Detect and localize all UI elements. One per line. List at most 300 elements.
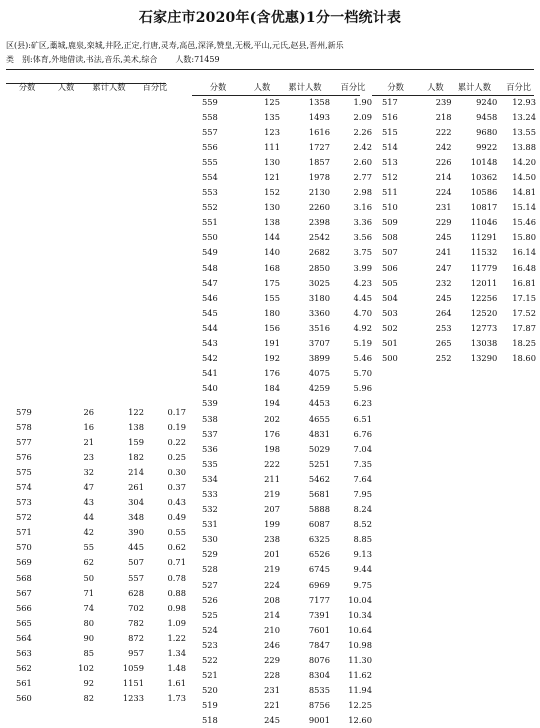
- cumulative-cell: 1857: [308, 156, 330, 167]
- table-row: [192, 381, 376, 396]
- table-row: [192, 215, 376, 230]
- percent-cell: 6.51: [353, 413, 372, 424]
- score-cell: 553: [202, 187, 218, 198]
- score-cell: 574: [16, 482, 32, 493]
- count-cell: 219: [264, 488, 280, 499]
- table-header-row: [372, 80, 540, 94]
- cumulative-cell: 8304: [308, 670, 330, 681]
- cumulative-cell: 7391: [308, 609, 330, 620]
- percent-cell: 2.42: [353, 141, 372, 152]
- percent-cell: 1.22: [167, 632, 186, 643]
- count-cell: 155: [264, 292, 280, 303]
- header-percent: 百分比: [506, 82, 532, 92]
- table-row: [192, 713, 376, 728]
- cumulative-cell: 348: [128, 512, 144, 523]
- table-row: [6, 479, 190, 494]
- col3-rows: [372, 94, 540, 366]
- cumulative-cell: 1978: [308, 172, 330, 183]
- table-row: [6, 585, 190, 600]
- score-cell: 524: [202, 624, 218, 635]
- cumulative-cell: 122: [128, 406, 144, 417]
- percent-cell: 16.81: [512, 277, 536, 288]
- score-cell: 516: [382, 111, 398, 122]
- count-cell: 140: [264, 247, 280, 258]
- percent-cell: 0.62: [167, 542, 186, 553]
- percent-cell: 1.34: [167, 648, 186, 659]
- cumulative-cell: 390: [128, 527, 144, 538]
- table-row: [372, 230, 540, 245]
- cumulative-cell: 3025: [308, 277, 330, 288]
- count-cell: 175: [264, 277, 280, 288]
- percent-cell: 11.62: [348, 670, 372, 681]
- count-cell: 44: [83, 512, 94, 523]
- cumulative-cell: 3360: [308, 307, 330, 318]
- score-cell: 566: [16, 602, 32, 613]
- count-cell: 218: [435, 111, 452, 122]
- count-cell: 252: [435, 353, 452, 364]
- score-cell: 525: [202, 609, 218, 620]
- cumulative-cell: 4831: [308, 428, 330, 439]
- table-row: [192, 592, 376, 607]
- count-cell: 50: [83, 572, 94, 583]
- cumulative-cell: 4453: [308, 398, 330, 409]
- cumulative-cell: 628: [128, 587, 144, 598]
- percent-cell: 7.64: [353, 473, 372, 484]
- percent-cell: 7.04: [353, 443, 372, 454]
- cumulative-cell: 3899: [308, 353, 330, 364]
- score-cell: 523: [202, 639, 218, 650]
- cumulative-cell: 507: [128, 557, 144, 568]
- score-cell: 548: [202, 262, 218, 273]
- top-divider: [6, 69, 534, 70]
- cumulative-cell: 214: [128, 466, 144, 477]
- score-cell: 568: [16, 572, 32, 583]
- percent-cell: 1.09: [167, 617, 186, 628]
- score-cell: 515: [382, 126, 398, 137]
- table-row: [372, 154, 540, 169]
- cumulative-cell: 6526: [308, 549, 330, 560]
- percent-cell: 0.55: [167, 527, 186, 538]
- score-cell: 542: [202, 353, 218, 364]
- table-row: [192, 607, 376, 622]
- percent-cell: 1.73: [167, 693, 186, 704]
- cumulative-cell: 5251: [308, 458, 330, 469]
- count-cell: 222: [435, 126, 452, 137]
- score-cell: 577: [16, 436, 32, 447]
- percent-cell: 9.13: [353, 549, 372, 560]
- count-cell: 226: [435, 156, 452, 167]
- percent-cell: 0.17: [167, 406, 186, 417]
- cumulative-cell: 12773: [470, 322, 498, 333]
- table-row: [6, 676, 190, 691]
- cumulative-cell: 5462: [308, 473, 330, 484]
- count-cell: 26: [83, 406, 94, 417]
- table-row: [6, 540, 190, 555]
- table-row: [192, 124, 376, 139]
- col1-rows: [6, 404, 190, 706]
- cumulative-cell: 1151: [122, 678, 144, 689]
- score-cell: 552: [202, 202, 218, 213]
- table-row: [192, 517, 376, 532]
- table-row: [192, 200, 376, 215]
- count-cell: 232: [435, 277, 452, 288]
- score-cell: 514: [382, 141, 398, 152]
- count-cell: 176: [264, 428, 280, 439]
- count-cell: 42: [83, 527, 94, 538]
- table-row: [6, 555, 190, 570]
- percent-cell: 3.16: [353, 202, 372, 213]
- score-cell: 500: [382, 353, 398, 364]
- table-row: [372, 305, 540, 320]
- percent-cell: 0.49: [167, 512, 186, 523]
- count-cell: 80: [83, 617, 94, 628]
- table-row: [372, 109, 540, 124]
- count-cell: 264: [435, 307, 452, 318]
- table-row: [372, 351, 540, 366]
- count-cell: 214: [264, 609, 280, 620]
- cumulative-cell: 8756: [308, 700, 330, 711]
- count-cell: 71: [83, 587, 94, 598]
- percent-cell: 1.48: [167, 663, 186, 674]
- table-row: [192, 154, 376, 169]
- cumulative-cell: 6745: [308, 564, 330, 575]
- table-row: [192, 456, 376, 471]
- count-cell: 245: [264, 715, 280, 726]
- percent-cell: 1.90: [353, 96, 372, 107]
- cumulative-cell: 11046: [470, 217, 498, 228]
- percent-cell: 0.19: [167, 421, 186, 432]
- score-cell: 512: [382, 172, 398, 183]
- table-row: [6, 464, 190, 479]
- percent-cell: 11.30: [348, 655, 372, 666]
- header-score: 分数: [18, 82, 36, 92]
- cumulative-cell: 9922: [476, 141, 498, 152]
- cumulative-cell: 9458: [476, 111, 498, 122]
- score-cell: 532: [202, 504, 218, 515]
- table-row: [6, 615, 190, 630]
- percent-cell: 18.25: [512, 338, 536, 349]
- cumulative-cell: 182: [128, 451, 144, 462]
- cumulative-cell: 3707: [308, 338, 330, 349]
- cumulative-cell: 10362: [470, 172, 498, 183]
- header-cumulative: 累计人数: [288, 82, 322, 92]
- percent-cell: 7.35: [353, 458, 372, 469]
- cumulative-cell: 3516: [308, 322, 330, 333]
- table-row: [192, 562, 376, 577]
- score-cell: 556: [202, 141, 218, 152]
- count-cell: 92: [83, 678, 94, 689]
- count-cell: 245: [435, 232, 452, 243]
- percent-cell: 4.23: [353, 277, 372, 288]
- count-cell: 23: [83, 451, 94, 462]
- percent-cell: 5.46: [353, 353, 372, 364]
- table-row: [192, 577, 376, 592]
- score-cell: 529: [202, 549, 218, 560]
- score-cell: 530: [202, 534, 218, 545]
- cumulative-cell: 4259: [308, 383, 330, 394]
- count-cell: 239: [435, 96, 452, 107]
- cumulative-cell: 9001: [308, 715, 330, 726]
- cumulative-cell: 872: [128, 632, 144, 643]
- score-cell: 571: [16, 527, 32, 538]
- table-row: [192, 275, 376, 290]
- category-line: 类 别:体育,外地借读,书法,音乐,美术,综合: [6, 55, 158, 64]
- score-cell: 513: [382, 156, 398, 167]
- score-cell: 576: [16, 451, 32, 462]
- cumulative-cell: 12256: [470, 292, 498, 303]
- cumulative-cell: 13038: [470, 338, 498, 349]
- table-row: [192, 185, 376, 200]
- score-cell: 569: [16, 557, 32, 568]
- percent-cell: 9.75: [353, 579, 372, 590]
- col2-header-rule: [192, 95, 360, 96]
- cumulative-cell: 7601: [308, 624, 330, 635]
- percent-cell: 16.48: [512, 262, 536, 273]
- cumulative-cell: 10148: [470, 156, 498, 167]
- cumulative-cell: 2398: [308, 217, 330, 228]
- percent-cell: 0.71: [167, 557, 186, 568]
- cumulative-cell: 1233: [122, 693, 144, 704]
- table-row: [192, 637, 376, 652]
- percent-cell: 0.43: [167, 497, 186, 508]
- table-row: [6, 510, 190, 525]
- cumulative-cell: 4655: [308, 413, 330, 424]
- score-cell: 505: [382, 277, 398, 288]
- count-cell: 211: [264, 473, 280, 484]
- table-row: [192, 441, 376, 456]
- percent-cell: 5.19: [353, 338, 372, 349]
- cumulative-cell: 11779: [470, 262, 498, 273]
- percent-cell: 17.52: [512, 307, 536, 318]
- table-row: [192, 366, 376, 381]
- count-cell: 199: [264, 519, 280, 530]
- cumulative-cell: 1493: [308, 111, 330, 122]
- count-cell: 85: [83, 648, 94, 659]
- header-count: 人数: [253, 82, 271, 92]
- score-cell: 559: [202, 96, 218, 107]
- count-cell: 184: [264, 383, 280, 394]
- score-cell: 507: [382, 247, 398, 258]
- cumulative-cell: 304: [128, 497, 144, 508]
- table-row: [192, 668, 376, 683]
- table-header-row: [192, 80, 376, 94]
- table-row: [6, 419, 190, 434]
- count-cell: 231: [264, 685, 280, 696]
- count-cell: 123: [264, 126, 280, 137]
- score-cell: 555: [202, 156, 218, 167]
- score-cell: 549: [202, 247, 218, 258]
- count-cell: 202: [264, 413, 280, 424]
- cumulative-cell: 2850: [308, 262, 330, 273]
- count-cell: 152: [264, 187, 280, 198]
- cumulative-cell: 5029: [308, 443, 330, 454]
- count-cell: 222: [264, 458, 280, 469]
- score-cell: 545: [202, 307, 218, 318]
- score-cell: 527: [202, 579, 218, 590]
- cumulative-cell: 2130: [308, 187, 330, 198]
- cumulative-cell: 782: [128, 617, 144, 628]
- table-row: [6, 630, 190, 645]
- percent-cell: 2.60: [353, 156, 372, 167]
- header-count: 人数: [427, 82, 444, 92]
- table-row: [372, 245, 540, 260]
- percent-cell: 17.87: [512, 322, 536, 333]
- table-row: [372, 124, 540, 139]
- table-row: [192, 486, 376, 501]
- header-score: 分数: [387, 82, 404, 92]
- percent-cell: 4.70: [353, 307, 372, 318]
- percent-cell: 0.37: [167, 482, 186, 493]
- count-cell: 135: [264, 111, 280, 122]
- percent-cell: 4.92: [353, 322, 372, 333]
- score-cell: 554: [202, 172, 218, 183]
- cumulative-cell: 1059: [122, 663, 144, 674]
- count-cell: 180: [264, 307, 280, 318]
- percent-cell: 14.50: [512, 172, 536, 183]
- table-row: [192, 683, 376, 698]
- cumulative-cell: 2260: [308, 202, 330, 213]
- cumulative-cell: 6087: [308, 519, 330, 530]
- district-line: 区(县):矿区,藁城,鹿泉,栾城,井陉,正定,行唐,灵寿,高邑,深泽,赞皇,无极,平山,元氏,赵县,晋州,新乐: [6, 41, 344, 50]
- count-cell: 144: [264, 232, 280, 243]
- score-cell: 510: [382, 202, 398, 213]
- cumulative-cell: 8076: [308, 655, 330, 666]
- percent-cell: 6.76: [353, 428, 372, 439]
- percent-cell: 17.15: [512, 292, 536, 303]
- score-cell: 503: [382, 307, 398, 318]
- score-cell: 546: [202, 292, 218, 303]
- count-cell: 47: [83, 482, 94, 493]
- score-cell: 501: [382, 338, 398, 349]
- score-cell: 531: [202, 519, 218, 530]
- cumulative-cell: 9240: [476, 96, 498, 107]
- count-cell: 207: [264, 504, 280, 515]
- table-row: [192, 471, 376, 486]
- score-table-col1-body: [6, 404, 190, 706]
- count-cell: 228: [264, 670, 280, 681]
- count-cell: 74: [83, 602, 94, 613]
- score-cell: 526: [202, 594, 218, 605]
- score-cell: 538: [202, 413, 218, 424]
- header-score: 分数: [209, 82, 227, 92]
- table-row: [192, 547, 376, 562]
- count-cell: 90: [83, 632, 94, 643]
- count-cell: 156: [264, 322, 280, 333]
- cumulative-cell: 12520: [470, 307, 498, 318]
- table-row: [192, 230, 376, 245]
- percent-cell: 1.61: [167, 678, 186, 689]
- score-cell: 563: [16, 648, 32, 659]
- table-row: [6, 661, 190, 676]
- count-cell: 32: [83, 466, 94, 477]
- table-row: [192, 94, 376, 109]
- count-cell: 102: [78, 663, 94, 674]
- count-cell: 208: [264, 594, 280, 605]
- cumulative-cell: 1616: [308, 126, 330, 137]
- score-cell: 562: [16, 663, 32, 674]
- table-row: [192, 698, 376, 713]
- percent-cell: 14.20: [512, 156, 536, 167]
- percent-cell: 15.14: [512, 202, 536, 213]
- table-row: [192, 139, 376, 154]
- cumulative-cell: 9680: [476, 126, 498, 137]
- percent-cell: 7.95: [353, 488, 372, 499]
- score-table-col3: [372, 80, 540, 366]
- col2-rows: [192, 94, 376, 728]
- percent-cell: 0.88: [167, 587, 186, 598]
- cumulative-cell: 12011: [470, 277, 498, 288]
- page-title: 石家庄市2020年(含优惠)1分一档统计表: [138, 10, 402, 26]
- table-row: [192, 109, 376, 124]
- count-cell: 219: [264, 564, 280, 575]
- table-row: [372, 169, 540, 184]
- table-row: [6, 600, 190, 615]
- table-row: [192, 336, 376, 351]
- table-row: [192, 320, 376, 335]
- percent-cell: 4.45: [353, 292, 372, 303]
- table-row: [192, 396, 376, 411]
- percent-cell: 11.94: [348, 685, 372, 696]
- count-cell: 247: [435, 262, 452, 273]
- score-cell: 522: [202, 655, 218, 666]
- table-row: [192, 290, 376, 305]
- table-row: [372, 139, 540, 154]
- percent-cell: 13.88: [512, 141, 536, 152]
- table-row: [192, 260, 376, 275]
- percent-cell: 5.96: [353, 383, 372, 394]
- score-cell: 541: [202, 368, 218, 379]
- score-cell: 561: [16, 678, 32, 689]
- cumulative-cell: 2542: [308, 232, 330, 243]
- score-table-col1: [6, 80, 176, 94]
- percent-cell: 10.98: [348, 639, 372, 650]
- percent-cell: 10.64: [348, 624, 372, 635]
- header-cumulative: 累计人数: [457, 82, 492, 92]
- count-cell: 246: [264, 639, 280, 650]
- count-cell: 229: [435, 217, 452, 228]
- count-cell: 265: [435, 338, 452, 349]
- header-cumulative: 累计人数: [92, 82, 126, 92]
- score-cell: 544: [202, 322, 218, 333]
- cumulative-cell: 1727: [308, 141, 330, 152]
- score-cell: 551: [202, 217, 218, 228]
- score-cell: 579: [16, 406, 32, 417]
- cumulative-cell: 11532: [470, 247, 498, 258]
- score-cell: 519: [202, 700, 218, 711]
- cumulative-cell: 702: [128, 602, 144, 613]
- cumulative-cell: 138: [128, 421, 144, 432]
- percent-cell: 8.52: [353, 519, 372, 530]
- count-cell: 21: [83, 436, 94, 447]
- cumulative-cell: 557: [128, 572, 144, 583]
- count-cell: 55: [83, 542, 94, 553]
- count-cell: 130: [264, 202, 280, 213]
- cumulative-cell: 445: [128, 542, 144, 553]
- score-cell: 537: [202, 428, 218, 439]
- score-cell: 573: [16, 497, 32, 508]
- table-row: [6, 570, 190, 585]
- table-row: [192, 411, 376, 426]
- score-cell: 565: [16, 617, 32, 628]
- category-row: [6, 54, 220, 65]
- count-cell: 210: [264, 624, 280, 635]
- table-row: [372, 94, 540, 109]
- count-cell: 198: [264, 443, 280, 454]
- cumulative-cell: 1358: [308, 96, 330, 107]
- score-cell: 540: [202, 383, 218, 394]
- table-row: [372, 260, 540, 275]
- score-cell: 570: [16, 542, 32, 553]
